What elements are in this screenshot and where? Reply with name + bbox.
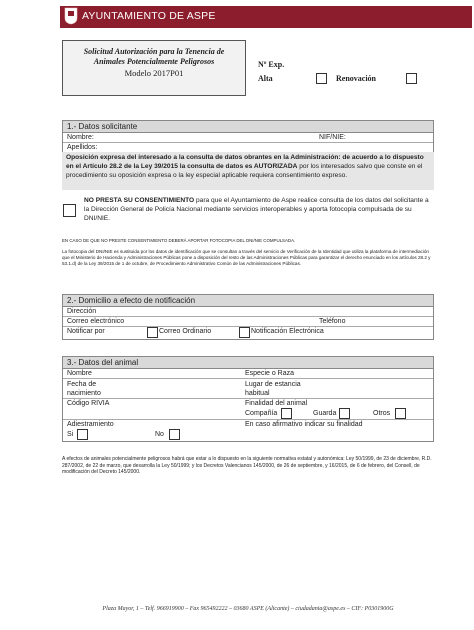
section2-heading: 2.- Domicilio a efecto de notificación [63, 295, 433, 307]
oposicion-text [62, 152, 434, 190]
direccion-row[interactable] [63, 307, 433, 317]
section-datos-animal [62, 356, 434, 442]
crest-icon [64, 7, 78, 25]
no-presta-text [62, 196, 434, 230]
adiestramiento-row [63, 420, 433, 441]
nombre-row[interactable] [63, 133, 433, 143]
direccion-label: Dirección [67, 308, 97, 315]
legal-note-1: La fotocopia del DNI/NIE es sustituida por los datos de identificación que se consultan a través del servicio de Verificación de la Identidad que utiliza la plataforma de intermediación que el Ministerio de Hacienda y Administraciones Públicas pone a disposición del resto de las Administraciones Públicas para garantizar el derecho enunciado en los artículos 28.2 y 53.1.d) de la Ley 39/2015 de 1 de octubre, de Procedimiento Administrativo Común de las Administraciones Públicas. [62, 249, 431, 266]
si-label: Si [67, 431, 74, 438]
compania-label: Compañía [245, 410, 278, 417]
section-datos-solicitante [62, 120, 434, 154]
animal-nombre-label: Nombre [67, 370, 92, 377]
expediente-box [252, 60, 432, 88]
form-model: Modelo 2017P01 [124, 68, 184, 78]
footer-address: Plaza Mayor, 1 – Telf. 966919900 – Fax 965492222 – 03680 ASPE (Alicante) – ciudadania@aspe.es – CIF: P0301900G [102, 606, 394, 612]
ordinario-checkbox[interactable] [147, 327, 158, 338]
notificar-row [63, 327, 433, 339]
num-exp-label: Nº Exp. [258, 60, 285, 69]
rivia-row[interactable] [63, 399, 433, 420]
org-name: AYUNTAMIENTO DE ASPE [82, 10, 216, 22]
renovacion-label: Renovación [336, 74, 376, 83]
form-title: Solicitud Autorización para la Tenencia de Animales Potencialmente Peligrosos [83, 47, 225, 66]
section1-heading: 1.- Datos solicitante [63, 121, 433, 133]
notificar-label: Notificar por [67, 328, 105, 335]
animal-nombre-row[interactable] [63, 369, 433, 379]
apellidos-label: Apellidos: [67, 144, 98, 151]
finalidad-label: Finalidad del animal [245, 400, 308, 407]
no-presta-bold: NO PRESTA SU CONSENTIMIENTO [84, 197, 195, 204]
guarda-label: Guarda [313, 410, 337, 417]
caso-afirmativo-label: En caso afirmativo indicar su finalidad [245, 421, 363, 428]
nif-label: NIF/NIE: [319, 134, 346, 141]
nombre-label: Nombre: [67, 134, 94, 141]
alta-label: Alta [258, 74, 273, 83]
guarda-checkbox[interactable] [339, 408, 350, 419]
section-domicilio [62, 294, 434, 340]
compania-checkbox[interactable] [281, 408, 292, 419]
correo-label: Correo electrónico [67, 318, 125, 325]
otros-checkbox[interactable] [395, 408, 406, 419]
legal-note-2: A efectos de animales potencialmente peligrosos habrá que estar a lo dispuesto en la siguiente normativa estatal y autonómica: Ley 50/1999, de 23 de diciembre, R.D. 287/2002, de 22 de marzo, que desarrolla la Ley 50/1999; y los Decretos Valencianos 145/2000, de 26 de septiembre, y 16/2015, de 6 de febrero, del Consell, de modificación del Decreto 145/2000. [62, 456, 432, 475]
electronica-checkbox[interactable] [239, 327, 250, 338]
lugar-label: Lugar de estancia habitual [245, 381, 301, 397]
especie-label: Especie o Raza [245, 370, 295, 377]
fecha-row[interactable] [63, 379, 433, 399]
renovacion-checkbox[interactable] [406, 73, 417, 84]
electronica-label: Notificación Electrónica [251, 328, 324, 335]
alta-checkbox[interactable] [316, 73, 327, 84]
si-checkbox[interactable] [77, 429, 88, 440]
caso-note: EN CASO DE QUE NO PRESTE CONSENTIMIENTO DEBERÁ APORTAR FOTOCOPIA DEL DNI/NIE COMPULSADA. [62, 238, 296, 243]
no-presta-rest: para que el Ayuntamiento de Aspe realice consulta de los datos del solicitante a la Dirección General de Policía Nacional mediante servicios interoperables y aporta fotocopia compulsada de su DNI/NIE. [84, 197, 429, 222]
form-title-box [62, 40, 246, 96]
section3-heading: 3.- Datos del animal [63, 357, 433, 369]
correo-row[interactable] [63, 317, 433, 327]
no-checkbox[interactable] [169, 429, 180, 440]
oposicion-rest: por los interesados salvo que conste en el procedimiento su oposición expresa o la ley especial aplicable requiera consentimiento expreso. [66, 163, 423, 179]
rivia-label: Código RIVIA [67, 400, 110, 407]
no-label: No [155, 431, 164, 438]
adiestramiento-label: Adiestramiento [67, 421, 114, 428]
telefono-label: Teléfono [319, 318, 346, 325]
fecha-label: Fecha de nacimiento [67, 381, 101, 397]
ordinario-label: Correo Ordinario [159, 328, 212, 335]
otros-label: Otros [373, 410, 391, 417]
oposicion-bold: Oposición expresa del interesado a la consulta de datos obrantes en la Administración: de acuerdo a lo dispuesto en el Artículo 28.2 de la Ley 39/2015 la consulta de datos es AUTORIZADA [66, 154, 424, 170]
